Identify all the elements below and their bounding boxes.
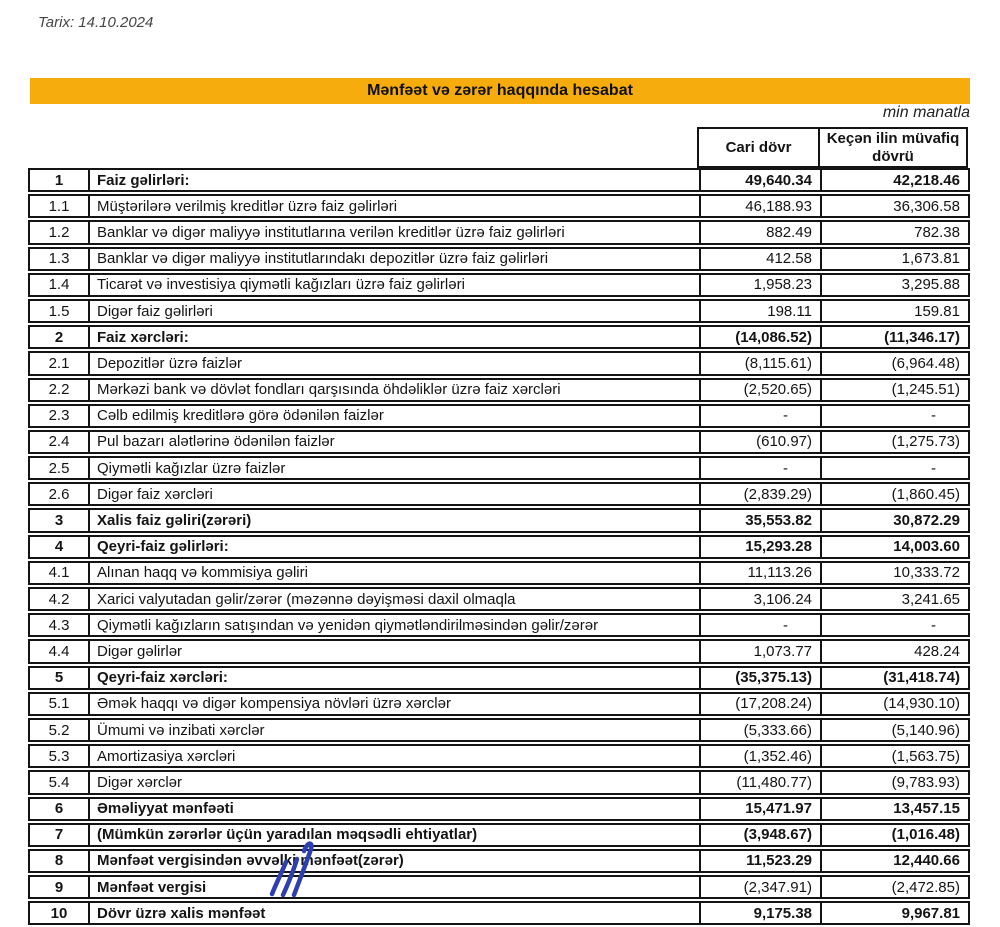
table-row <box>28 901 970 925</box>
unit-note: min manatla <box>882 104 970 121</box>
table <box>28 127 970 927</box>
report-date: Tarix: 14.10.2024 <box>38 14 154 31</box>
row-previous-value: 10,333.72 <box>893 564 960 582</box>
row-current-value: (5,333.66) <box>701 720 822 740</box>
row-number: 1.4 <box>30 275 90 295</box>
row-label: Pul bazarı alətlərinə ödənilən faizlər <box>90 432 701 452</box>
row-label: Qeyri-faiz gəlirləri: <box>90 537 701 557</box>
row-current-value: 49,640.34 <box>701 170 822 190</box>
row-label: Banklar və digər maliyyə institutlarındakı depozitlər üzrə faiz gəlirləri <box>90 249 701 269</box>
row-current-value: 3,106.24 <box>701 589 822 609</box>
table-row <box>28 456 970 480</box>
row-previous-value: (14,930.10) <box>883 695 960 713</box>
row-label: Alınan haqq və kommisiya gəliri <box>90 563 701 583</box>
row-number: 6 <box>30 799 90 819</box>
row-current-value: (2,347.91) <box>701 877 822 897</box>
row-current-value: (3,948.67) <box>701 825 822 845</box>
table-row <box>28 744 970 768</box>
row-number: 5.3 <box>30 746 90 766</box>
row-previous-value: (31,418.74) <box>883 669 960 687</box>
row-previous-value: 782.38 <box>914 223 960 241</box>
table-row <box>28 378 970 402</box>
table-row <box>28 535 970 559</box>
row-previous-value: (1,245.51) <box>891 381 960 399</box>
row-current-value: 198.11 <box>701 301 822 321</box>
row-label: Əmək haqqı və digər kompensiya növləri üzrə xərclər <box>90 694 701 714</box>
row-current-value: (35,375.13) <box>701 668 822 688</box>
row-current-value: (2,839.29) <box>701 484 822 504</box>
row-number: 9 <box>30 877 90 897</box>
row-previous-value: (1,563.75) <box>891 747 960 765</box>
row-label: Ümumi və inzibati xərclər <box>90 720 701 740</box>
row-current-value: 15,471.97 <box>701 799 822 819</box>
table-row <box>28 823 970 847</box>
row-number: 5 <box>30 668 90 688</box>
row-current-value: 412.58 <box>701 249 822 269</box>
table-row <box>28 430 970 454</box>
row-previous-value: (5,140.96) <box>891 721 960 739</box>
row-label: Qeyri-faiz xərcləri: <box>90 668 701 688</box>
row-current-value: (14,086.52) <box>701 327 822 347</box>
row-previous-value: - <box>931 459 936 477</box>
table-row <box>28 561 970 585</box>
table-row <box>28 666 970 690</box>
row-label: Əməliyyat mənfəəti <box>90 799 701 819</box>
row-current-value: - <box>701 406 822 426</box>
row-previous-value: (2,472.85) <box>891 878 960 896</box>
table-row <box>28 273 970 297</box>
row-number: 5.4 <box>30 772 90 792</box>
row-number: 8 <box>30 851 90 871</box>
table-row <box>28 482 970 506</box>
row-number: 5.1 <box>30 694 90 714</box>
row-previous-value: 428.24 <box>914 642 960 660</box>
row-number: 2.6 <box>30 484 90 504</box>
row-current-value: (1,352.46) <box>701 746 822 766</box>
table-row <box>28 168 970 192</box>
row-previous-value: 3,295.88 <box>901 276 960 294</box>
row-label: Müştərilərə verilmiş kreditlər üzrə faiz gəlirləri <box>90 196 701 216</box>
row-current-value: - <box>701 458 822 478</box>
row-previous-value: (1,016.48) <box>891 826 960 844</box>
table-row <box>28 770 970 794</box>
table-row <box>28 325 970 349</box>
row-current-value: 1,073.77 <box>701 641 822 661</box>
row-current-value: (11,480.77) <box>701 772 822 792</box>
row-label: Mənfəət vergisi <box>90 877 701 897</box>
row-previous-value: 13,457.15 <box>893 800 960 818</box>
row-number: 3 <box>30 510 90 530</box>
table-row <box>28 247 970 271</box>
row-label: Banklar və digər maliyyə institutlarına verilən kreditlər üzrə faiz gəlirləri <box>90 222 701 242</box>
row-number: 7 <box>30 825 90 845</box>
row-previous-value: (9,783.93) <box>891 773 960 791</box>
row-previous-value: 3,241.65 <box>901 590 960 608</box>
row-label: Digər faiz gəlirləri <box>90 301 701 321</box>
row-current-value: (2,520.65) <box>701 380 822 400</box>
row-label: Digər xərclər <box>90 772 701 792</box>
row-number: 4.1 <box>30 563 90 583</box>
row-current-value: 1,958.23 <box>701 275 822 295</box>
report-title-banner <box>30 78 970 104</box>
table-row <box>28 718 970 742</box>
row-previous-value: 9,967.81 <box>901 904 960 922</box>
row-label: Ticarət və investisiya qiymətli kağızları üzrə faiz gəlirləri <box>90 275 701 295</box>
row-current-value: (610.97) <box>701 432 822 452</box>
row-number: 1.2 <box>30 222 90 242</box>
row-label: Faiz xərcləri: <box>90 327 701 347</box>
row-label: Cəlb edilmiş kreditlərə görə ödənilən faizlər <box>90 406 701 426</box>
row-label: Digər faiz xərcləri <box>90 484 701 504</box>
row-current-value: 46,188.93 <box>701 196 822 216</box>
row-label: Mərkəzi bank və dövlət fondları qarşısında öhdəliklər üzrə faiz xərcləri <box>90 380 701 400</box>
row-number: 2 <box>30 327 90 347</box>
column-header-previous-period: Keçən ilin müvafiq dövrü <box>818 127 968 168</box>
row-number: 1 <box>30 170 90 190</box>
row-number: 4.4 <box>30 641 90 661</box>
row-current-value: 15,293.28 <box>701 537 822 557</box>
table-row <box>28 639 970 663</box>
row-label: Depozitlər üzrə faizlər <box>90 353 701 373</box>
table-row <box>28 220 970 244</box>
table-row <box>28 797 970 821</box>
row-previous-value: (6,964.48) <box>891 354 960 372</box>
row-current-value: 11,113.26 <box>701 563 822 583</box>
row-number: 1.5 <box>30 301 90 321</box>
table-row <box>28 587 970 611</box>
row-previous-value: 36,306.58 <box>893 197 960 215</box>
row-number: 2.5 <box>30 458 90 478</box>
row-label: Dövr üzrə xalis mənfəət <box>90 903 701 923</box>
row-previous-value: 14,003.60 <box>893 538 960 556</box>
row-number: 1.3 <box>30 249 90 269</box>
row-previous-value: - <box>931 616 936 634</box>
row-previous-value: 30,872.29 <box>893 512 960 530</box>
row-number: 2.3 <box>30 406 90 426</box>
row-current-value: 35,553.82 <box>701 510 822 530</box>
table-row <box>28 875 970 899</box>
table-row <box>28 613 970 637</box>
row-label: (Mümkün zərərlər üçün yaradılan məqsədli ehtiyatlar) <box>90 825 701 845</box>
table-row <box>28 692 970 716</box>
row-label: Mənfəət vergisindən əvvəlki mənfəət(zərər) <box>90 851 701 871</box>
row-previous-value: (1,275.73) <box>891 433 960 451</box>
report-title: Mənfəət və zərər haqqında hesabat <box>367 82 633 99</box>
row-previous-value: 159.81 <box>914 302 960 320</box>
table-row <box>28 299 970 323</box>
row-number: 4 <box>30 537 90 557</box>
row-label: Xarici valyutadan gəlir/zərər (məzənnə dəyişməsi daxil olmaqla <box>90 589 701 609</box>
row-current-value: 882.49 <box>701 222 822 242</box>
row-label: Qiymətli kağızlar üzrə faizlər <box>90 458 701 478</box>
row-previous-value: 12,440.66 <box>893 852 960 870</box>
table-row <box>28 849 970 873</box>
column-header-current-period: Cari dövr <box>697 127 820 168</box>
row-previous-value: (11,346.17) <box>884 328 960 346</box>
row-current-value: (17,208.24) <box>701 694 822 714</box>
row-label: Faiz gəlirləri: <box>90 170 701 190</box>
table-row <box>28 194 970 218</box>
row-previous-value: 42,218.46 <box>893 171 960 189</box>
table-row <box>28 351 970 375</box>
row-label: Amortizasiya xərcləri <box>90 746 701 766</box>
row-number: 2.4 <box>30 432 90 452</box>
row-number: 1.1 <box>30 196 90 216</box>
row-previous-value: 1,673.81 <box>901 250 960 268</box>
row-number: 5.2 <box>30 720 90 740</box>
row-label: Qiymətli kağızların satışından və yenidən qiymətləndirilməsindən gəlir/zərər <box>90 615 701 635</box>
row-current-value: 9,175.38 <box>701 903 822 923</box>
row-number: 4.3 <box>30 615 90 635</box>
row-label: Digər gəlirlər <box>90 641 701 661</box>
row-number: 2.2 <box>30 380 90 400</box>
row-previous-value: (1,860.45) <box>891 485 960 503</box>
row-previous-value: - <box>931 407 936 425</box>
row-number: 2.1 <box>30 353 90 373</box>
table-row <box>28 508 970 532</box>
row-label: Xalis faiz gəliri(zərəri) <box>90 510 701 530</box>
table-body <box>28 168 970 925</box>
row-number: 4.2 <box>30 589 90 609</box>
row-current-value: (8,115.61) <box>701 353 822 373</box>
row-current-value: - <box>701 615 822 635</box>
table-row <box>28 404 970 428</box>
row-number: 10 <box>30 903 90 923</box>
row-current-value: 11,523.29 <box>701 851 822 871</box>
table-header-spacer <box>28 127 970 168</box>
